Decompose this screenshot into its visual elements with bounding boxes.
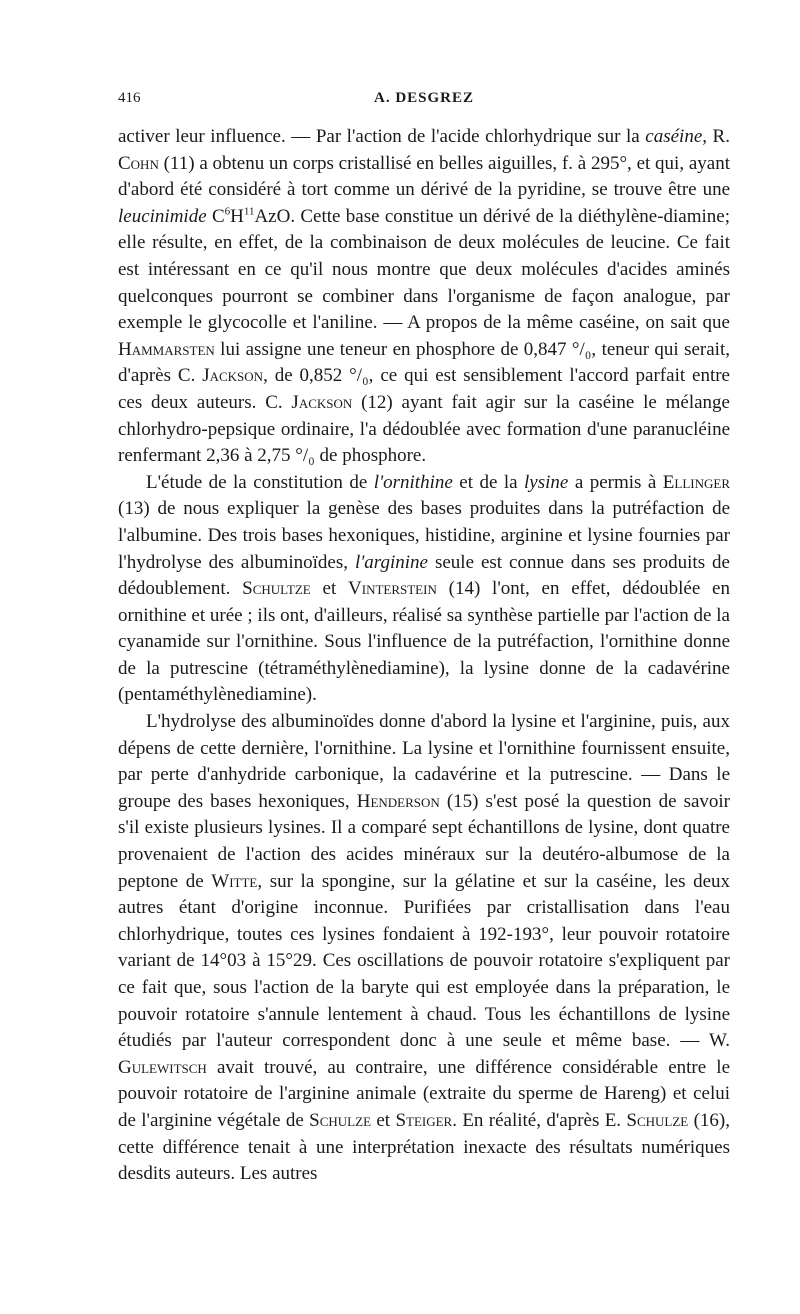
page-number: 416 bbox=[118, 90, 141, 106]
text-run: , R. bbox=[702, 126, 730, 147]
author-name: Schultze bbox=[242, 578, 311, 600]
italic-term: leucinimide bbox=[118, 205, 207, 227]
author-name: Vinterstein bbox=[348, 578, 437, 600]
text-run: (15) s'est posé la question de savoir s'il existe plusieurs lysines. Il a comparé sept échantillons de lysine, dont quatre provenaient de l'action des acides minéraux sur la deutéro-albumose de la peptone de bbox=[118, 790, 731, 892]
text-run: L'étude de la constitution de bbox=[146, 471, 374, 493]
text-run: seule est connue dans ses produits de dédoublement. bbox=[118, 551, 730, 600]
text-run: (11) a obtenu un corps cristallisé en belles aiguilles, f. à 295°, et qui, ayant d'abord été considéré à tort comme un dérivé de la pyridine, se trouve être une bbox=[118, 152, 730, 201]
italic-term: l'ornithine bbox=[373, 471, 453, 493]
superscript: 11 bbox=[243, 205, 255, 218]
paragraph bbox=[118, 124, 730, 470]
author-name: Ellinger bbox=[662, 471, 731, 493]
author-name: Schulze bbox=[309, 1109, 372, 1131]
text-run: lui assigne une teneur en phosphore de 0,847 °/₀, teneur qui serait, d'après C. bbox=[118, 338, 730, 387]
running-head: A. DESGREZ bbox=[373, 90, 475, 106]
author-name: Schulze bbox=[626, 1109, 689, 1131]
document-page bbox=[118, 90, 730, 1188]
author-name: Steiger bbox=[395, 1109, 453, 1131]
text-run: et de la bbox=[452, 471, 525, 493]
text-run: , sur la spongine, sur la gélatine et sur la caséine, les deux autres étant d'origine inconnue. Purifiées par cristallisation dans l'eau chlorhydrique, toutes ces lysines fondaient à 192-193°, leur pouvoir rotatoire variant de 14°03 à 15°29. Ces oscillations de pouvoir rotatoire s'expliquent par ce fait que, sous l'action de la baryte qui est employée dans la préparation, le pouvoir rotatoire s'annule lentement à chaud. Tous les échantillons de lysine étudiés par l'auteur correspondent donc à une seule et même base. — W. bbox=[118, 870, 731, 1052]
italic-term: lysine bbox=[524, 471, 569, 493]
text-run: L'hydrolyse des albuminoïdes donne d'abord la lysine et l'arginine, puis, aux dépens de cette dernière, l'ornithine. La lysine et l'ornithine fournissent ensuite, par perte d'anhydride carbonique, la cadavérine et la putrescine. — Dans le groupe des bases hexoniques, bbox=[118, 711, 730, 812]
italic-term: caséine bbox=[645, 126, 703, 147]
body-text bbox=[118, 124, 730, 1188]
paragraph bbox=[118, 470, 730, 709]
author-name: Gulewitsch bbox=[118, 1056, 207, 1078]
author-name: Henderson bbox=[356, 790, 440, 812]
italic-term: l'arginine bbox=[354, 551, 428, 573]
text-run: . En réalité, d'après E. bbox=[452, 1109, 627, 1131]
text-run: activer leur influence. — Par l'action de l'acide chlorhydrique sur la bbox=[118, 126, 646, 147]
author-name: Hammarsten bbox=[118, 338, 215, 360]
text-run: , de 0,852 °/₀, ce qui est sensiblement l'accord parfait entre ces deux auteurs. C. bbox=[118, 365, 730, 413]
text-run: (16), cette différence tenait à une interprétation inexacte des résultats numériques desdits auteurs. Les autres bbox=[118, 1109, 731, 1185]
text-run: avait trouvé, au contraire, une différence considérable entre le pouvoir rotatoire de l'arginine animale (extraite du sperme de Hareng) et celui de l'arginine végétale de bbox=[118, 1056, 730, 1131]
text-run: et bbox=[371, 1109, 396, 1131]
author-name: Cohn bbox=[118, 152, 159, 174]
text-run: et bbox=[310, 578, 349, 600]
text-run: (12) ayant fait agir sur la caséine le mélange chlorhydro-pepsique ordinaire, l'a dédoublée avec formation d'une paranucléine renfermant 2,36 à 2,75 °/₀ de phosphore. bbox=[118, 391, 730, 467]
text-run: H bbox=[230, 205, 244, 227]
page-header bbox=[118, 90, 730, 116]
text-run: a permis à bbox=[568, 471, 663, 493]
paragraph bbox=[118, 709, 730, 1188]
author-name: Witte bbox=[211, 870, 258, 892]
text-run: (14) l'ont, en effet, dédoublée en ornithine et urée ; ils ont, d'ailleurs, réalisé sa synthèse partielle par l'action de la cyanamide sur l'ornithine. Sous l'influence de la putréfaction, l'ornithine donne de la putrescine (tétraméthylènediamine), la lysine donne de la cadavérine (pentaméthylènediamine). bbox=[118, 578, 730, 706]
author-name: Jackson bbox=[202, 365, 264, 387]
superscript: 6 bbox=[224, 205, 231, 218]
author-name: Jackson bbox=[291, 391, 353, 413]
text-run: C bbox=[206, 205, 225, 227]
text-run: AzO. Cette base constitue un dérivé de la diéthylène-diamine; elle résulte, en effet, de la combinaison de deux molécules de leucine. Ce fait est intéressant en ce qu'il nous montre que deux molécules d'acides aminés quelconques pourront se combiner dans l'organisme de façon analogue, par exemple le glycocolle et l'aniline. — A propos de la même caséine, on sait que bbox=[118, 205, 730, 334]
text-run: (13) de nous expliquer la genèse des bases produites dans la putréfaction de l'albumine. Des trois bases hexoniques, histidine, arginine et lysine fournies par l'hydrolyse des albuminoïdes, bbox=[118, 498, 730, 573]
